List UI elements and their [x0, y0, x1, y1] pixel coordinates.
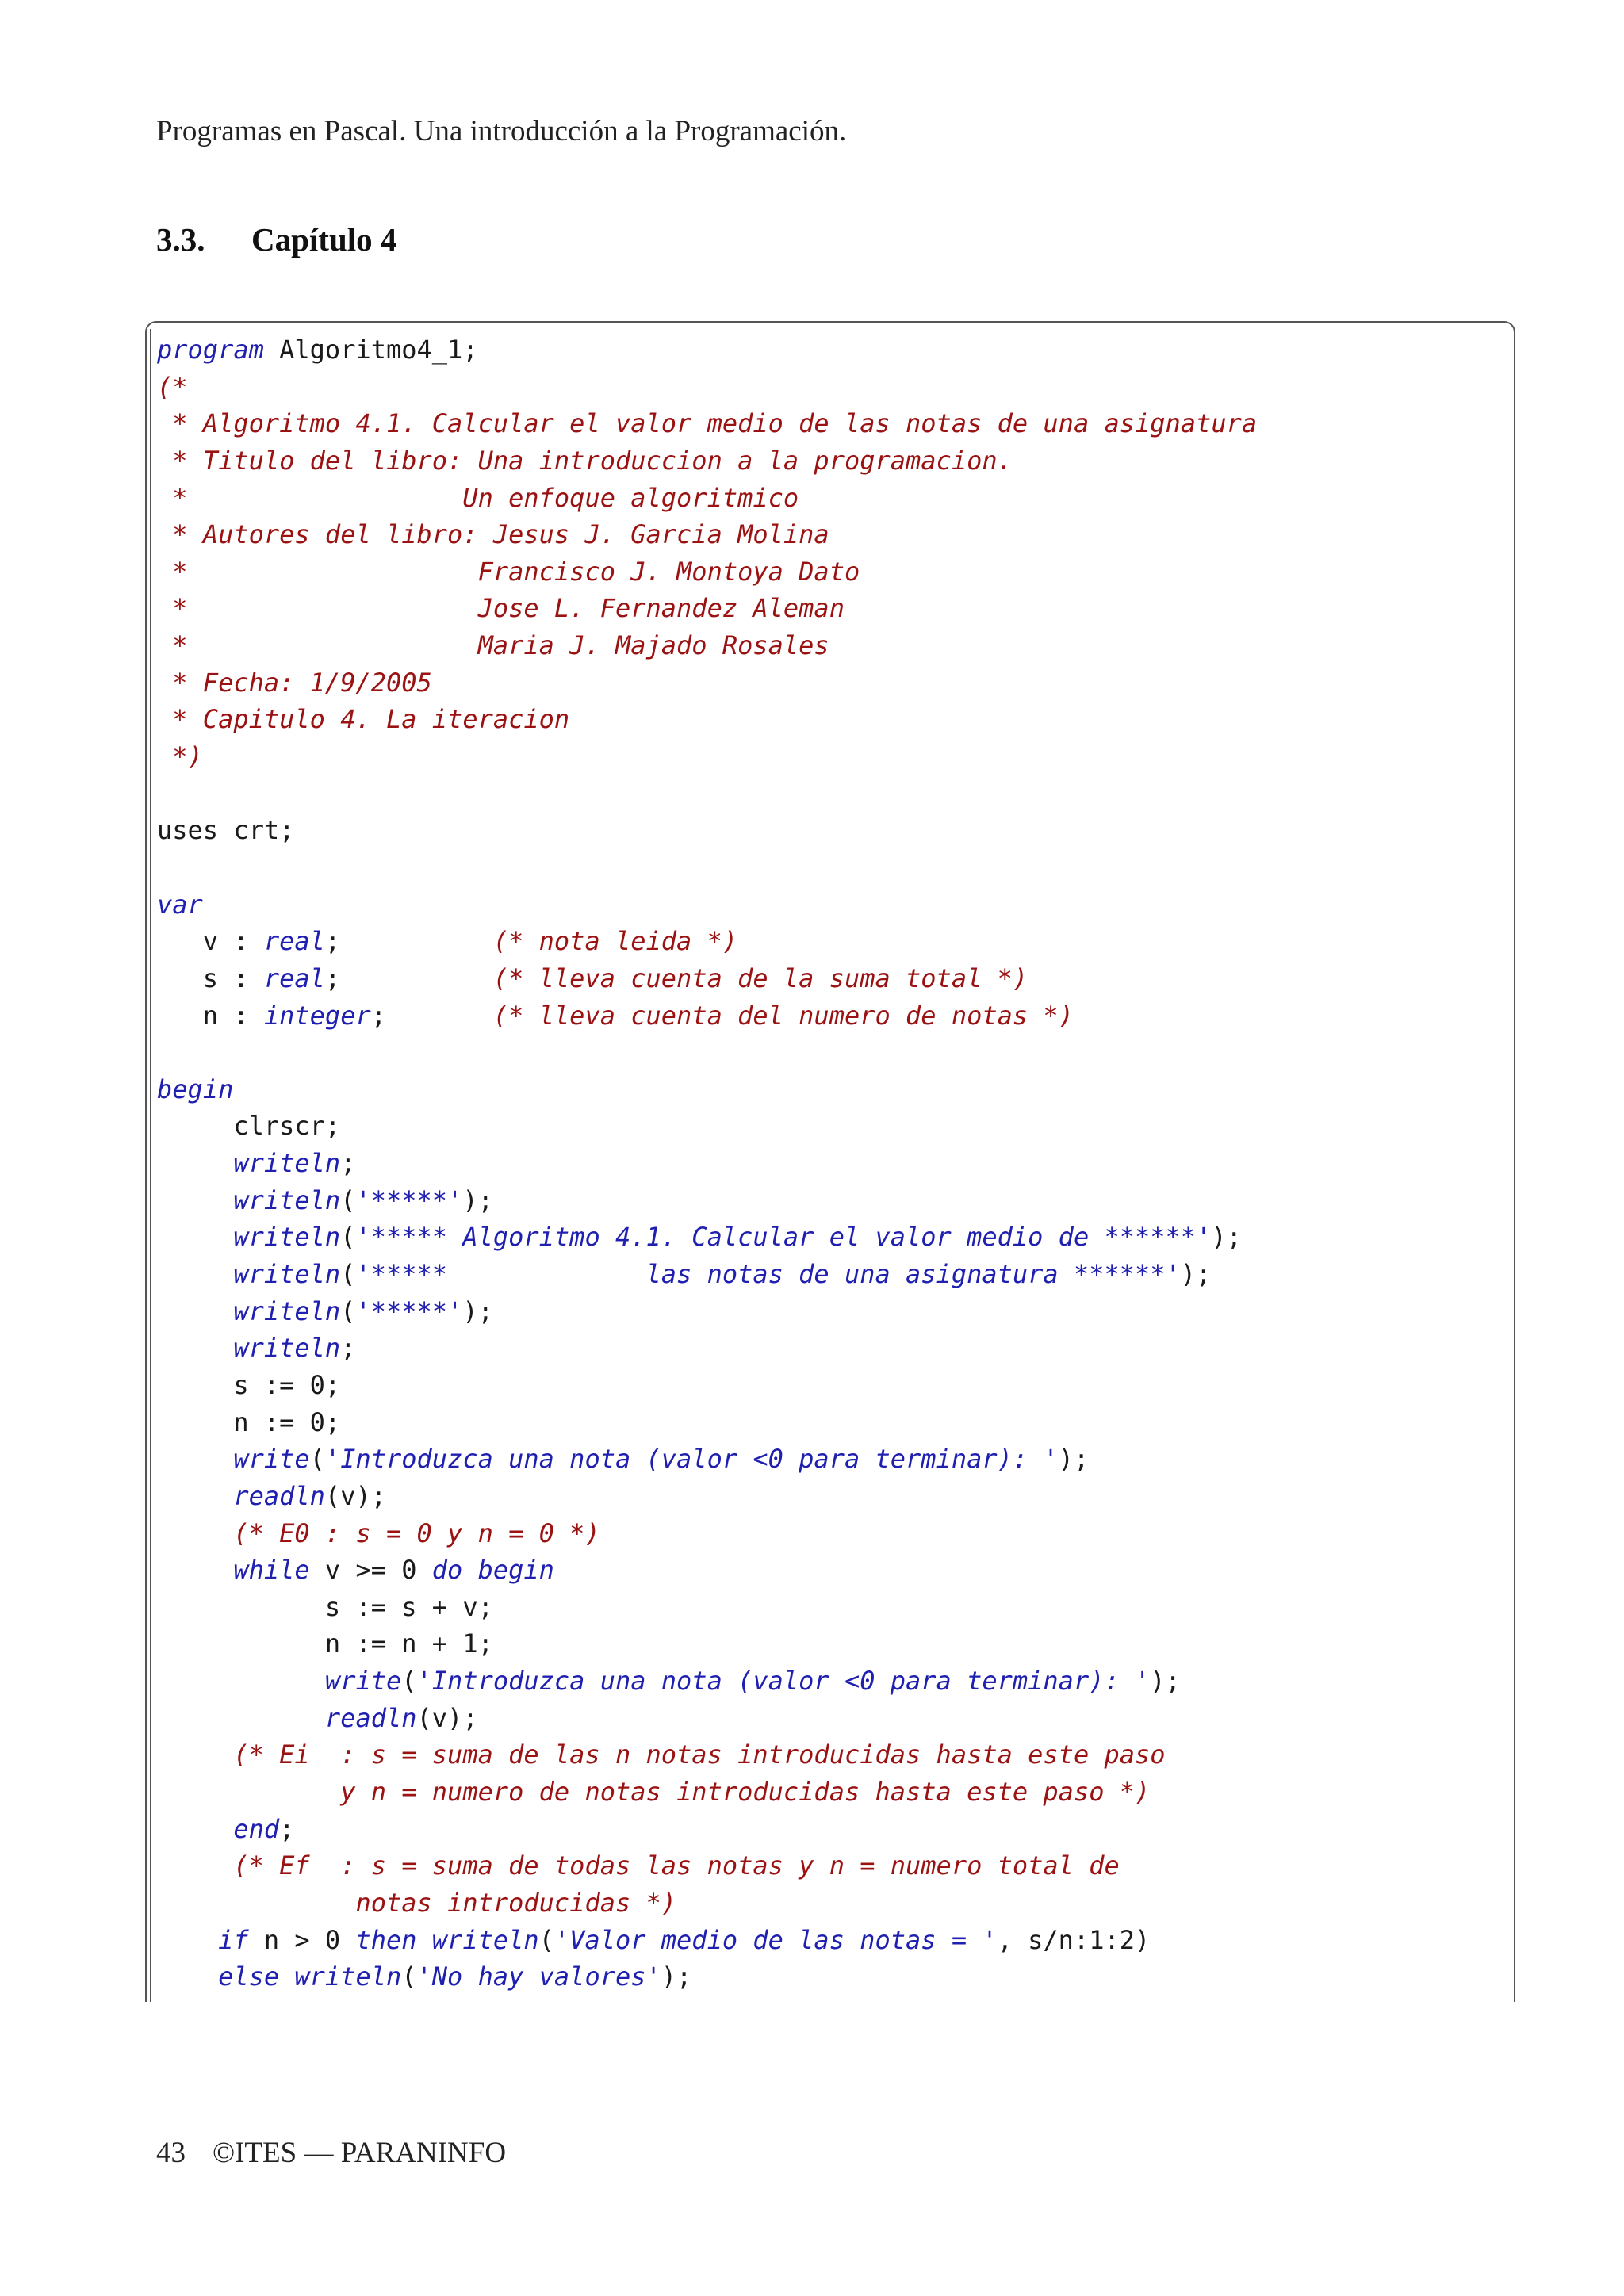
code-token: n : [157, 1000, 264, 1031]
code-line [157, 997, 1257, 1035]
string-token: '*****' [355, 1295, 463, 1326]
code-token [157, 1259, 233, 1289]
code-line [157, 553, 1257, 591]
code-token [462, 1555, 477, 1585]
comment-token: (* E0 : s = 0 y n = 0 *) [233, 1517, 600, 1548]
code-token [157, 1925, 218, 1955]
comment-token: * Titulo del libro: Una introduccion a la programacion. [157, 445, 1013, 476]
code-line [157, 664, 1257, 702]
comment-token: * Jose L. Fernandez Aleman [157, 593, 845, 624]
code-token: n := n + 1; [157, 1628, 493, 1659]
code-line [157, 331, 1257, 369]
code-token: (v); [416, 1702, 478, 1733]
code-line [157, 405, 1257, 442]
comment-token: * Fecha: 1/9/2005 [157, 667, 432, 698]
string-token: 'No hay valores' [416, 1961, 661, 1992]
code-line [157, 1515, 1257, 1552]
code-token: ; [324, 926, 493, 957]
code-token: n := 0; [157, 1406, 341, 1437]
code-line [157, 923, 1257, 960]
code-token: s := 0; [157, 1369, 341, 1400]
keyword-token: readln [233, 1480, 325, 1511]
code-line [157, 1441, 1257, 1478]
code-token: ; [340, 1148, 356, 1179]
keyword-token: write [324, 1666, 402, 1697]
code-token [157, 1703, 325, 1733]
code-line [157, 442, 1257, 480]
code-token: ; [279, 1813, 295, 1844]
code-token [157, 1444, 233, 1474]
keyword-token: writeln [233, 1295, 341, 1326]
code-line [157, 886, 1257, 924]
code-token [157, 1296, 233, 1326]
comment-token: (* lleva cuenta del numero de notas *) [492, 1000, 1074, 1031]
code-token: ; [324, 962, 493, 993]
comment-token: (* Ef : s = suma de todas las notas y n = numero total de [233, 1850, 1120, 1881]
code-token: Algoritmo4_1; [263, 335, 478, 365]
code-line [157, 1958, 1257, 1996]
code-token: n > 0 [248, 1924, 356, 1955]
code-line [157, 1293, 1257, 1330]
code-token: ( [340, 1295, 356, 1326]
code-token: ); [1058, 1444, 1090, 1475]
code-token: ( [340, 1184, 356, 1215]
comment-token: * Francisco J. Montoya Dato [157, 556, 860, 587]
code-line [157, 1663, 1257, 1700]
section-heading [156, 220, 396, 258]
comment-token: (* lleva cuenta de la suma total *) [492, 962, 1028, 993]
comment-token: (* Ei : s = suma de las n notas introducidas hasta este paso [233, 1739, 1166, 1770]
code-token: ( [401, 1961, 417, 1992]
code-line [157, 960, 1257, 997]
section-title: Capítulo 4 [251, 221, 397, 258]
code-token: ( [340, 1222, 356, 1253]
comment-token: *) [157, 741, 203, 772]
keyword-token: readln [324, 1702, 417, 1733]
code-line [157, 1330, 1257, 1367]
code-token [157, 1739, 233, 1770]
code-line [157, 369, 1257, 406]
code-line [157, 1552, 1257, 1589]
keyword-token: writeln [233, 1333, 341, 1364]
code-line [157, 1774, 1257, 1811]
code-token [157, 1666, 325, 1696]
code-token [157, 1222, 233, 1252]
keyword-token: var [157, 889, 203, 920]
code-token [157, 1185, 233, 1215]
code-line [157, 1034, 1257, 1071]
code-token: ); [462, 1184, 493, 1215]
code-token [279, 1961, 294, 1992]
code-line [157, 1885, 1257, 1922]
code-token: clrscr; [157, 1111, 341, 1142]
keyword-token: integer [263, 1000, 371, 1031]
keyword-token: writeln [233, 1259, 341, 1290]
code-token: ( [401, 1666, 417, 1697]
code-token: ); [1150, 1666, 1181, 1697]
keyword-token: do [431, 1555, 463, 1586]
keyword-token: writeln [233, 1148, 341, 1179]
code-line [157, 701, 1257, 738]
code-line [157, 1736, 1257, 1774]
comment-token: notas introducidas *) [157, 1887, 677, 1918]
code-line [157, 1700, 1257, 1737]
string-token: 'Introduzca una nota (valor <0 para terminar): ' [416, 1666, 1151, 1697]
code-line [157, 480, 1257, 517]
keyword-token: real [263, 962, 325, 993]
code-token [157, 1961, 218, 1992]
code-line [157, 849, 1257, 886]
code-token [157, 1481, 233, 1511]
code-token [417, 1925, 432, 1955]
code-line [157, 1108, 1257, 1145]
code-token [157, 1814, 233, 1844]
code-line [157, 775, 1257, 813]
code-line [157, 1589, 1257, 1626]
code-line [157, 1367, 1257, 1404]
comment-token: (* [157, 371, 188, 402]
keyword-token: while [233, 1555, 310, 1586]
string-token: 'Introduzca una nota (valor <0 para terminar): ' [324, 1444, 1059, 1475]
string-token: '***** Algoritmo 4.1. Calcular el valor medio de ******' [355, 1222, 1212, 1253]
code-token: ); [462, 1295, 493, 1326]
comment-token: (* nota leida *) [492, 926, 738, 957]
page-number: 43 [156, 2137, 186, 2169]
code-token: ( [538, 1924, 554, 1955]
code-token: ); [1180, 1259, 1212, 1290]
comment-token: * Autores del libro: Jesus J. Garcia Molina [157, 519, 829, 550]
keyword-token: program [157, 335, 264, 365]
comment-token: * Maria J. Majado Rosales [157, 630, 829, 661]
keyword-token: writeln [431, 1924, 539, 1955]
code-token [157, 1148, 233, 1178]
code-line [157, 1256, 1257, 1293]
code-token: ); [661, 1961, 692, 1992]
comment-token: y n = numero de notas introducidas hasta este paso *) [157, 1776, 1151, 1807]
keyword-token: write [233, 1444, 310, 1475]
comment-token: * Capitulo 4. La iteracion [157, 704, 570, 735]
code-token: v >= 0 [309, 1555, 432, 1586]
code-token: v : [157, 926, 264, 957]
code-token: ; [340, 1333, 356, 1364]
code-line [157, 1847, 1257, 1885]
code-token: s := s + v; [157, 1591, 493, 1622]
keyword-token: real [263, 926, 325, 957]
keyword-token: writeln [233, 1222, 341, 1253]
code-line [157, 1071, 1257, 1108]
code-line [157, 627, 1257, 664]
keyword-token: then [355, 1924, 417, 1955]
keyword-token: if [218, 1924, 249, 1955]
comment-token: * Algoritmo 4.1. Calcular el valor medio de las notas de una asignatura [157, 408, 1258, 439]
keyword-token: begin [477, 1555, 554, 1586]
code-token: ; [370, 1000, 493, 1031]
keyword-token: writeln [233, 1184, 341, 1215]
code-line [157, 1922, 1257, 1959]
keyword-token: end [233, 1813, 280, 1844]
section-number: 3.3. [156, 221, 205, 258]
copyright-notice: ©ITES — PARANINFO [213, 2137, 507, 2169]
code-line [157, 516, 1257, 553]
page-footer [156, 2136, 506, 2170]
code-line [157, 812, 1257, 849]
string-token: 'Valor medio de las notas = ' [553, 1924, 998, 1955]
code-token: , s/n:1:2) [997, 1924, 1151, 1955]
code-token [157, 1850, 233, 1881]
code-line [157, 738, 1257, 775]
code-line [157, 1219, 1257, 1256]
keyword-token: writeln [294, 1961, 402, 1992]
comment-token: * Un enfoque algoritmico [157, 482, 799, 513]
code-line [157, 1404, 1257, 1441]
code-token: uses crt; [157, 815, 295, 846]
code-token: (v); [324, 1480, 386, 1511]
code-line [157, 1182, 1257, 1219]
code-token [157, 1333, 233, 1363]
code-token [157, 1555, 233, 1585]
code-line [157, 1145, 1257, 1182]
keyword-token: begin [157, 1073, 234, 1104]
code-line [157, 590, 1257, 627]
code-line [157, 1625, 1257, 1663]
string-token: '*****' [355, 1184, 463, 1215]
code-token: ( [340, 1259, 356, 1290]
code-line [157, 1478, 1257, 1515]
keyword-token: else [218, 1961, 280, 1992]
running-header: Programas en Pascal. Una introducción a la Programación. [156, 115, 847, 147]
code-token: ( [309, 1444, 325, 1475]
code-token [157, 1518, 233, 1548]
code-token: ); [1211, 1222, 1242, 1253]
string-token: '***** las notas de una asignatura ******' [355, 1259, 1181, 1290]
code-token: s : [157, 962, 264, 993]
code-line [157, 1811, 1257, 1848]
code-listing [157, 331, 1257, 1996]
